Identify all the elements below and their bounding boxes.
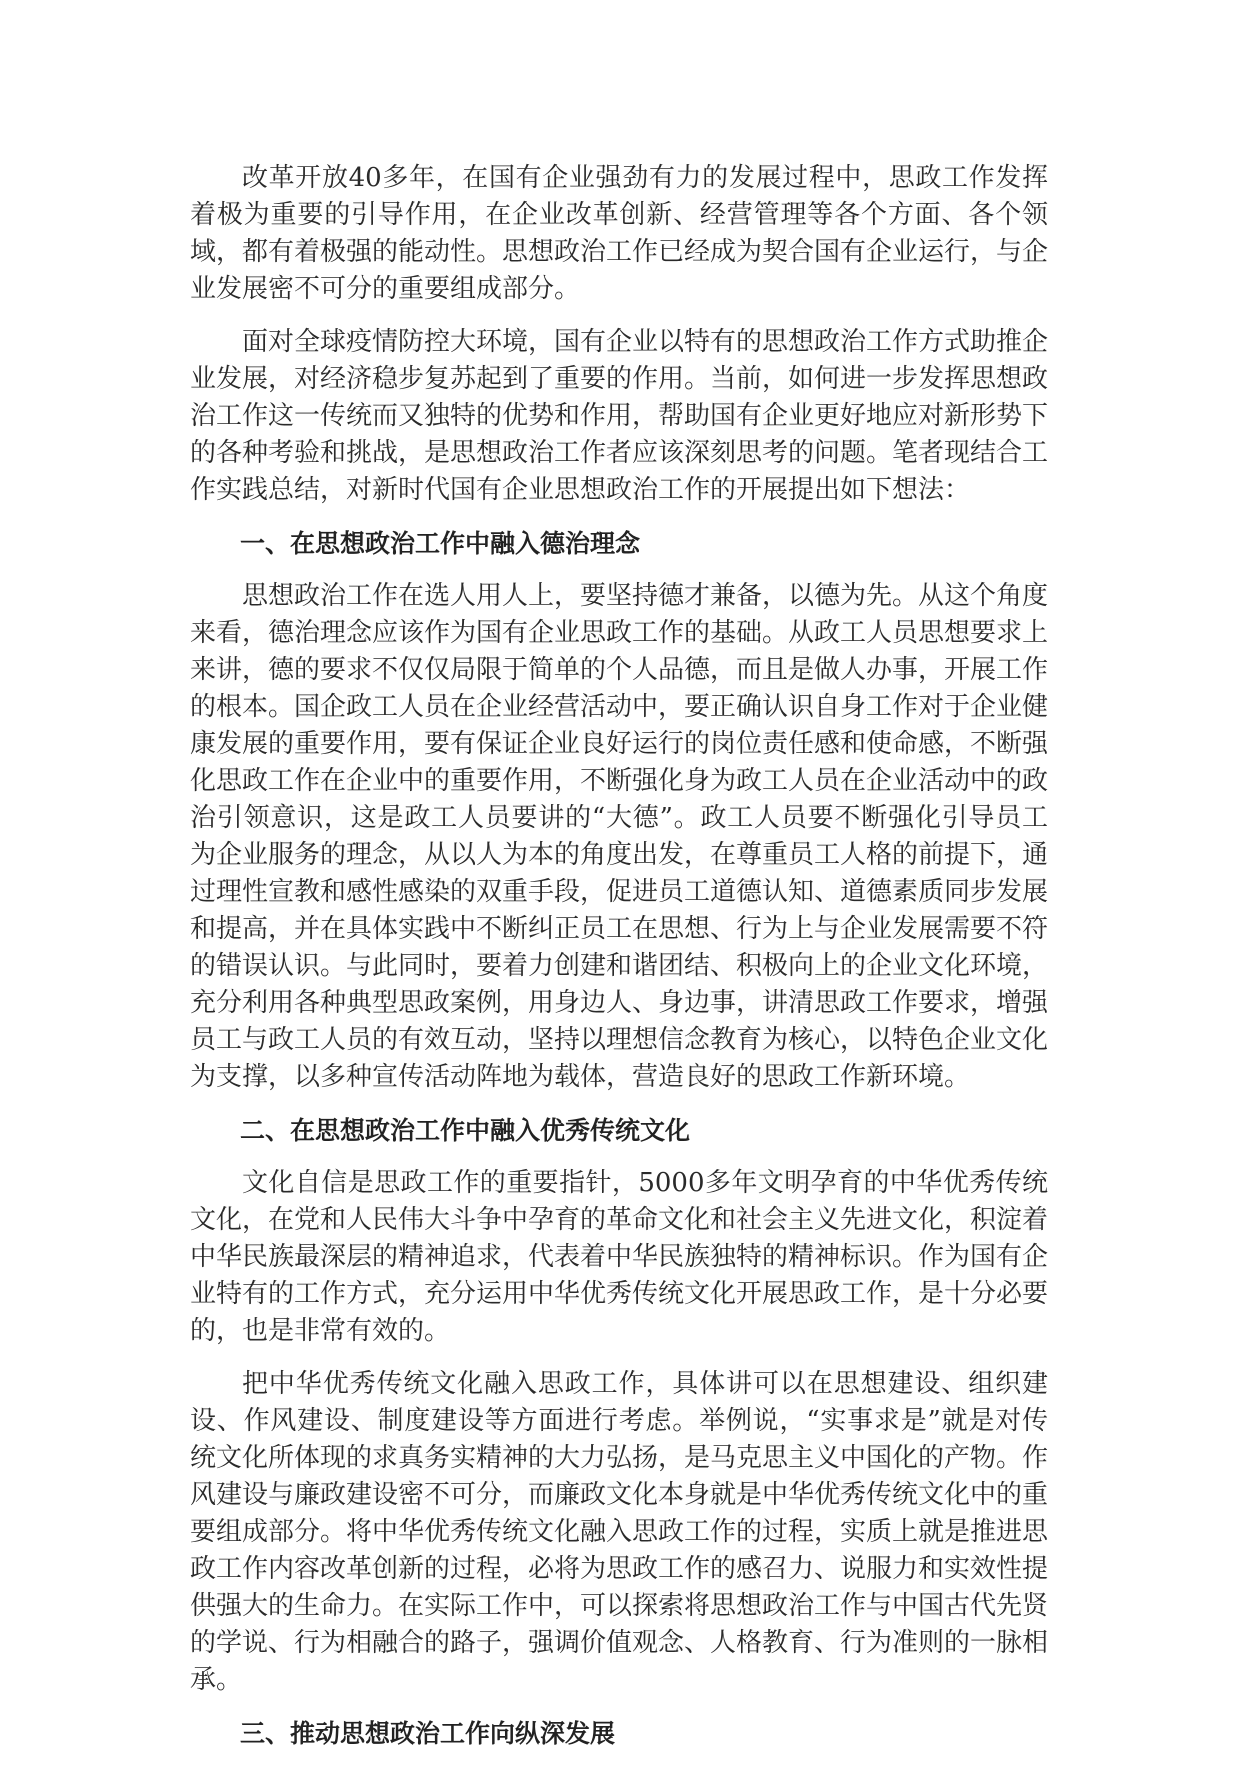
document-body (190, 160, 1048, 1768)
section-heading-1: 一、在思想政治工作中融入德治理念 (240, 529, 641, 558)
paragraph-intro: 改革开放40多年，在国有企业强劲有力的发展过程中，思政工作发挥着极为重要的引导作用，在企业改革创新、经营管理等各个方面、各个领域，都有着极强的能动性。思想政治工作已经成为契合国有企业运行，与企业发展密不可分的重要组成部分。 (190, 163, 1049, 304)
paragraph-section-2b: 把中华优秀传统文化融入思政工作，具体讲可以在思想建设、组织建设、作风建设、制度建设等方面进行考虑。举例说，“实事求是”就是对传统文化所体现的求真务实精神的大力弘扬，是马克思主义中国化的产物。作风建设与廉政建设密不可分，而廉政文化本身就是中华优秀传统文化中的重要组成部分。将中华优秀传统文化融入思政工作的过程，实质上就是推进思政工作内容改革创新的过程，必将为思政工作的感召力、说服力和实效性提供强大的生命力。在实际工作中，可以探索将思想政治工作与中国古代先贤的学说、行为相融合的路子，强调价值观念、人格教育、行为准则的一脉相承。 (190, 1369, 1049, 1695)
paragraph-section-2a: 文化自信是思政工作的重要指针，5000多年文明孕育的中华优秀传统文化，在党和人民伟大斗争中孕育的革命文化和社会主义先进文化，积淀着中华民族最深层的精神追求，代表着中华民族独特的精神标识。作为国有企业特有的工作方式，充分运用中华优秀传统文化开展思政工作，是十分必要的，也是非常有效的。 (190, 1168, 1049, 1346)
section-heading-2: 二、在思想政治工作中融入优秀传统文化 (240, 1116, 691, 1145)
section-heading-3: 三、推动思想政治工作向纵深发展 (240, 1719, 616, 1748)
paragraph-context: 面对全球疫情防控大环境，国有企业以特有的思想政治工作方式助推企业发展，对经济稳步复苏起到了重要的作用。当前，如何进一步发挥思想政治工作这一传统而又独特的优势和作用，帮助国有企业更好地应对新形势下的各种考验和挑战，是思想政治工作者应该深刻思考的问题。笔者现结合工作实践总结，对新时代国有企业思想政治工作的开展提出如下想法： (190, 327, 1049, 505)
paragraph-section-1: 思想政治工作在选人用人上，要坚持德才兼备，以德为先。从这个角度来看，德治理念应该作为国有企业思政工作的基础。从政工人员思想要求上来讲，德的要求不仅仅局限于简单的个人品德，而且是做人办事，开展工作的根本。国企政工人员在企业经营活动中，要正确认识自身工作对于企业健康发展的重要作用，要有保证企业良好运行的岗位责任感和使命感，不断强化思政工作在企业中的重要作用，不断强化身为政工人员在企业活动中的政治引领意识，这是政工人员要讲的“大德”。政工人员要不断强化引导员工为企业服务的理念，从以人为本的角度出发，在尊重员工人格的前提下，通过理性宣教和感性感染的双重手段，促进员工道德认知、道德素质同步发展和提高，并在具体实践中不断纠正员工在思想、行为上与企业发展需要不符的错误认识。与此同时，要着力创建和谐团结、积极向上的企业文化环境，充分利用各种典型思政案例，用身边人、身边事，讲清思政工作要求，增强员工与政工人员的有效互动，坚持以理想信念教育为核心，以特色企业文化为支撑，以多种宣传活动阵地为载体，营造良好的思政工作新环境。 (190, 581, 1049, 1092)
